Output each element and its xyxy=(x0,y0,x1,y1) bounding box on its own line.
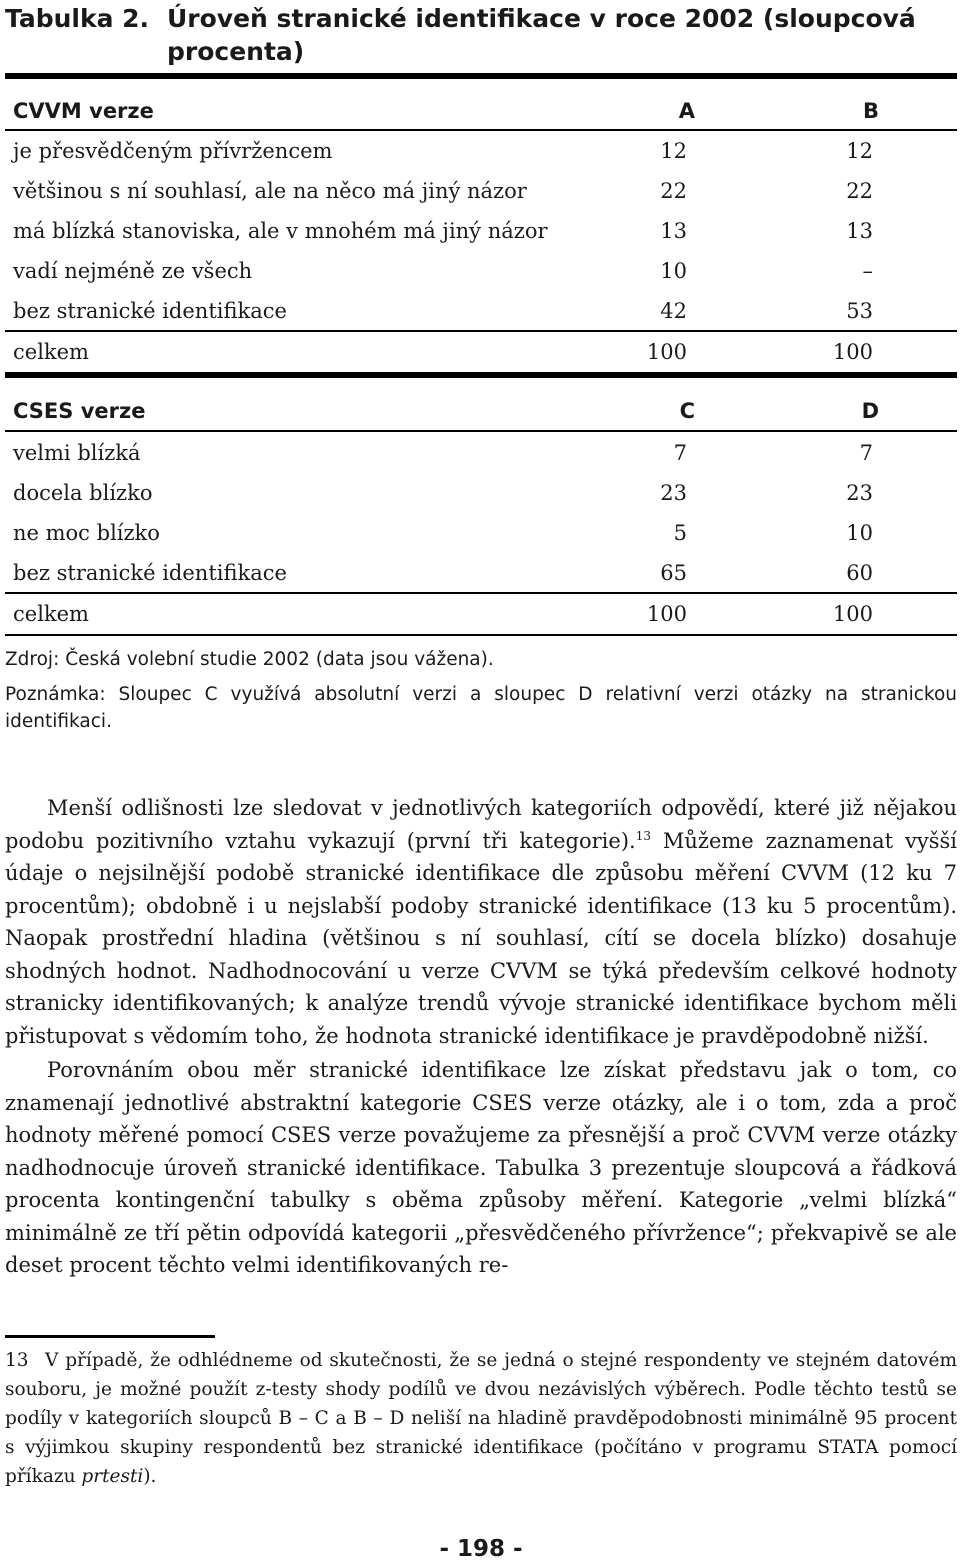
row-label: celkem xyxy=(13,340,89,364)
footnote xyxy=(5,1346,957,1491)
table-row xyxy=(13,211,957,251)
cell-b: 22 xyxy=(846,179,873,203)
cell-d: 100 xyxy=(832,602,873,626)
cell-c: 65 xyxy=(660,561,687,585)
table-bottom-rule xyxy=(5,634,957,636)
cell-b: 100 xyxy=(832,340,873,364)
table-row-total xyxy=(13,332,957,372)
row-label: bez stranické identifikace xyxy=(13,561,287,585)
table-title xyxy=(5,2,957,68)
cell-a: 22 xyxy=(660,179,687,203)
paragraph xyxy=(5,792,957,1052)
table-source: Zdroj: Česká volební studie 2002 (data jsou vážena). xyxy=(5,649,494,670)
cell-a: 10 xyxy=(660,259,687,283)
row-label: má blízká stanoviska, ale v mnohém má jiný názor xyxy=(13,219,548,243)
cell-a: 12 xyxy=(660,139,687,163)
table-row xyxy=(13,473,957,513)
cell-a: 100 xyxy=(646,340,687,364)
paragraph: Porovnáním obou měr stranické identifikace lze získat představu jak o tom, co znamenají jednotlivé abstraktní kategorie CSES verze otázky, ale i o tom, zda a proč hodnoty měřené pomocí CSES verze považujeme za přesnější a proč CVVM verze otázky nadhodnocuje úroveň stranické identifikace. Tabulka 3 prezentuje sloupcová a řádková procenta kontingenční tabulky s oběma způsoby měření. Kategorie „velmi blízká“ minimálně ze tří pětin odpovídá kategorii „přesvědčeného přívržence“; překvapivě se ale deset procent těchto velmi identifikovaných re- xyxy=(5,1058,957,1277)
cvvm-header-row xyxy=(13,91,957,131)
table-caption: Úroveň stranické identifikace v roce 2002 (sloupcová procenta) xyxy=(167,4,916,66)
cvvm-header-col-a: A xyxy=(678,99,695,123)
table-row xyxy=(13,433,957,473)
cell-d: 10 xyxy=(846,521,873,545)
cell-c: 5 xyxy=(673,521,687,545)
table-top-rule xyxy=(5,73,957,79)
cell-c: 7 xyxy=(673,441,687,465)
cell-a: 42 xyxy=(660,299,687,323)
footnote-number: 13 xyxy=(5,1350,29,1371)
cell-b: 13 xyxy=(846,219,873,243)
paragraph-text: Menší odlišnosti lze sledovat v jednotlivých kategoriích odpovědí, které již nějakou podobu pozitivního vztahu vykazují (první tři kategorie). xyxy=(5,796,957,853)
cses-header-row xyxy=(13,391,957,431)
row-label: celkem xyxy=(13,602,89,626)
row-label: bez stranické identifikace xyxy=(13,299,287,323)
table-row xyxy=(13,553,957,593)
row-label: docela blízko xyxy=(13,481,153,505)
row-label: ne moc blízko xyxy=(13,521,160,545)
row-label: vadí nejméně ze všech xyxy=(13,259,253,283)
table-row xyxy=(13,291,957,331)
cell-d: 7 xyxy=(859,441,873,465)
footnote-ref: 13 xyxy=(635,828,651,843)
table-row xyxy=(13,131,957,171)
cell-a: 13 xyxy=(660,219,687,243)
row-label: je přesvědčeným přívržencem xyxy=(13,139,333,163)
cses-header-rule xyxy=(5,430,957,432)
footnote-text-end: ). xyxy=(143,1466,157,1487)
footnote-command: prtesti xyxy=(81,1466,144,1487)
paragraph-text: Můžeme zaznamenat vyšší údaje o nejsilnější podobě stranické identifikace dle způsobu měření CVVM (12 ku 7 procentům); obdobně i u nejslabší podoby stranické identifikace (13 ku 5 procentům). Naopak prostřední hladina (většinou s ní souhlasí, cítí se docela blízko) dosahuje shodných hodnot. Nadhodnocování u verze CVVM se týká především celkové hodnoty stranicky identifikovaných; k analýze trendů vývoje stranické identifikace bychom měli přistupovat s vědomím toho, že hodnota stranické identifikace je pravděpodobně nižší. xyxy=(5,828,957,1048)
body-text xyxy=(5,792,957,1282)
table-row xyxy=(13,513,957,553)
cvvm-header-label: CVVM verze xyxy=(13,99,154,123)
cell-d: 60 xyxy=(846,561,873,585)
cell-b: – xyxy=(862,259,873,283)
table-note: Poznámka: Sloupec C využívá absolutní verzi a sloupec D relativní verzi otázky na stranickou identifikaci. xyxy=(5,684,957,732)
cvvm-header-col-b: B xyxy=(862,99,879,123)
footnote-text: V případě, že odhlédneme od skutečnosti, že se jedná o stejné respondenty ve stejném datovém souboru, je možné použít z-testy shody podílů ve dvou nezávislých výběrech. Podle těchto testů se podíly v kategoriích sloupců B – C a B – D neliší na hladině pravděpodobnosti minimálně 95 procent s výjimkou skupiny respondentů bez stranické identifikace (počítáno v programu STATA pomocí příkazu xyxy=(5,1350,957,1487)
table-row xyxy=(13,171,957,211)
table-row xyxy=(13,251,957,291)
cell-b: 53 xyxy=(846,299,873,323)
row-label: velmi blízká xyxy=(13,441,141,465)
cses-header-col-c: C xyxy=(679,399,695,423)
section-divider-rule xyxy=(5,372,957,378)
table-number: Tabulka 2. xyxy=(5,4,150,33)
footnote-rule xyxy=(5,1335,215,1338)
row-label: většinou s ní souhlasí, ale na něco má jiný názor xyxy=(13,179,527,203)
cell-c: 100 xyxy=(646,602,687,626)
cses-header-label: CSES verze xyxy=(13,399,146,423)
page-number: - 198 - xyxy=(439,1536,523,1562)
table-row-total xyxy=(13,594,957,634)
cses-header-col-d: D xyxy=(861,399,879,423)
cell-d: 23 xyxy=(846,481,873,505)
cell-c: 23 xyxy=(660,481,687,505)
cell-b: 12 xyxy=(846,139,873,163)
